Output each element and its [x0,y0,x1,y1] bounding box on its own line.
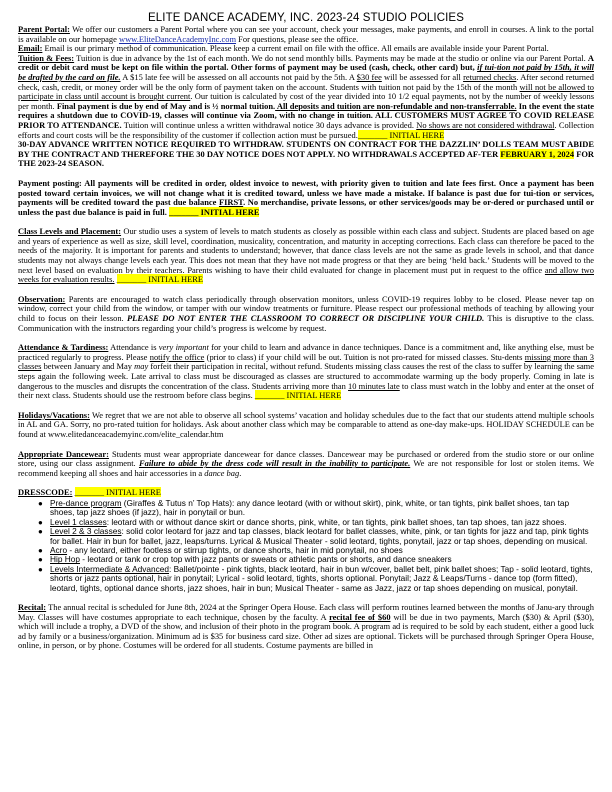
observation-paragraph [18,295,594,333]
dancewear-text: Students must wear appropriate dancewear for dance classes. Dancewear may be purchased or ordered from the studio store or our online store, using our class assignment. [18,448,594,469]
non-refundable-text: All deposits and tuition are non-refundable and non-transferrable. [275,100,517,111]
dance-bag-text: dance bag [204,467,240,478]
bullet-icon: ● [38,545,43,555]
bullet-icon: ● [38,564,43,574]
class-levels-paragraph [18,227,594,285]
dresscode-item-text: : Ballet/pointe - pink tights, black leotard, hair in bun w/cover, ballet belt, pink ballet shoes; Tap - solid leotard, tights, shorts or jazz pants optional, hair in ponytail; Lyrical - solid leotard, tights, shorts optional. Ponytail; Jazz & Leaps/Turns - dance top (form fitted), leotard, tights, optional dance shorts, jazz shoes, hair in bun; Musical Theater - same as Jazz, jazz or tap shoes depending on musical, ponytail. [50,563,593,593]
bullet-icon: ● [38,555,43,565]
dancewear-text-5: . [239,467,242,478]
notify-office-text: notify the office [149,351,205,362]
withdraw-date: FEBRUARY 1, 2024 [500,148,575,159]
attendance-initial-field[interactable]: _______ INITIAL HERE [254,390,342,401]
tuition-text-16: . Collection efforts and court costs will be the responsibility of the customer if collection action must be pursued. [18,119,594,140]
card-drafted-text: if tui-tion not paid by 15th, it will be drafted by the card on file. [18,62,594,82]
parent-portal-text-2: For questions, please see the office. [236,33,359,44]
evaluation-text: and allow two weeks for evaluation results. [18,264,594,285]
page-title: ELITE DANCE ACADEMY, INC. 2023-24 STUDIO POLICIES [148,12,464,24]
dresscode-list [18,499,594,593]
email-label: Email: [18,43,43,54]
dresscode-item-head: Hip Hop [50,554,80,565]
observation-text-3: This is disruptive to the class. Communication with the instructors regarding your child’s progress is welcome by request. [18,313,594,333]
payment-posting-text: Payment posting: All payments will be credited in order, oldest invoice to newest, with priority given to tuition and late fees first. Once a payment has been posted toward certain invoices, we will not change what it is credited toward, unless we have made a mistake. If balance is past due for tui-tion or services, payments will be credited toward the past due balance [18,177,594,208]
attendance-text-11: to class must watch in the lobby and enter at the onset of their next class. Students should use the restroom before class begins. [18,380,594,401]
attendance-text-9: forfeit their participation in recital, without refund. Students missing class causes the rest of the class to suffer by learning the same steps again the following week. Late arrival to class must be discouraged as classes are structured to accommodate warming up the body properly. Coming in late is dangerous to the muscles and disrupts the concentration of the class. Students arriving more than [18,361,594,391]
tuition-paragraph [18,54,594,140]
dancewear-paragraph [18,450,594,479]
dresscode-item-head: Levels Intermediate & Advanced [50,563,169,574]
attendance-text-7: between January and May [41,361,135,372]
withdraw-text: 30-DAY ADVANCE WRITTEN NOTICE REQUIRED TO WITHDRAW. STUDENTS ON CONTRACT FOR THE DAZZLIN’ DOLLS TEAM MUST ABIDE BY THE CONTRACT AND THEREFORE THE 30 DAY NOTICE DOES NOT APPLY. NO WITHDRAWALS ACCEPTED AF-TER [18,139,594,159]
class-levels-label: Class Levels and Placement: [18,226,122,237]
payment-posting-paragraph [18,179,594,217]
holidays-paragraph [18,411,594,440]
covid-text: In the event the state requires a shutdown due to COVID-19, classes will continue via Zoom, with no change in tuition. ALL CUSTOMERS MUST AGREE TO COVID RELEASE PRIOR TO ATTENDANCE. [18,100,594,130]
dresscode-item-text: : solid color leotard for jazz and tap classes, black leotard for ballet classes, white, pink, or tan tights for jazz and tap, pink tights for ballet. Hair in bun for ballet, jazz, leaps/turns. Lyrical & Musical Theater - solid leotard, tights, ponytail, jazz or tap shoes, depending on musical. [50,526,589,546]
tuition-text-10: . Our tuition is calculated by cost of the year divided into 10 1/2 equal payments, not by the number of weekly lessons per month. [18,91,594,111]
list-item [38,526,594,546]
do-not-enter-text: PLEASE DO NOT ENTER THE CLASSROOM TO CORRECT OR DISCIPLINE YOUR CHILD. [127,313,485,324]
attendance-text-5: (prior to class) if your child will be out. Tuition is not pro-rated for missed classes. Stu-dents [204,351,525,362]
dresscode-item-text: (Giraffes & Tutus n’ Top Hats): any dance leotard (with or without skirt), pink, white, or tan tights, pink ballet shoes, tan tap shoes, tap jazz shoes (if jazz), hair in ponytail or bun. [50,497,570,518]
recital-text-3: will be due in two payments, March ($30) & April ($30), which will include a trophy, a DVD of the show, and inclusion of their photo in the program book. A program ad is required to be sold by each student, either a good luck ad by family or a business/organization. Minimum ad is $35 for business card size. Other ad sizes are optional. Tickets will be purchased through Springer Opera House, online, in person, or by phone. Costumes will be ordered for all students. Costume payments are billed in [18,611,594,651]
returned-checks-text: returned checks [463,71,517,82]
class-levels-initial-field[interactable]: _______ INITIAL HERE [116,274,204,285]
observation-text: Parents are encouraged to watch class periodically through observation monitors, unless COVID-19 requires lobby to be closed. Please never tap on window, correct your child from the window, or tamper with our window treatments or furniture. Please respect our professional methods of teaching by allowing your child to focus on their lesson. [18,293,594,324]
policies-page [18,12,594,790]
dancewear-text-3: We are not responsible for lost or stolen items. We recommend keeping all shoes and hair accessories in a [18,458,594,478]
recital-label: Recital: [18,602,47,612]
list-item [38,563,594,593]
withdraw-text-2: FOR THE 2023-24 SEASON. [18,148,594,169]
very-important-text: very important [158,342,209,353]
dresscode-item-text: - leotard or tank or crop top with jazz pants or sweats or athletic pants or shorts, and dance sneakers [79,554,452,565]
dresscode-heading [18,488,594,498]
payment-posting-text-2: . No merchandise, private lessons, or other services/goods may be or-dered or purchased until or unless the past due balance is paid in full. [18,197,594,217]
missing-classes-text: missing more than 3 classes [18,351,594,372]
late-fee-text: A $15 late fee will be assessed on all accounts not paid by the 5th. A [120,71,357,82]
bullet-icon: ● [38,498,43,508]
holidays-label: Holidays/Vacations: [18,409,90,420]
dresscode-item-head: Level 2 & 3 classes [50,526,122,537]
first-text: FIRST [218,197,244,208]
parent-portal-label: Parent Portal: [18,24,70,34]
withdraw-paragraph [18,140,594,169]
tuition-text-8: . After second returned check, cash, credit, or money order will be the only form of payment taken on the account. Students with tuition not paid by the 15th of the month [18,71,594,92]
dresscode-initial-field[interactable]: _______ INITIAL HERE [74,487,161,498]
bullet-icon: ● [38,517,43,527]
recital-text: The annual recital is scheduled for June 8th, 2024 at the Springer Opera House. Each class will perform routines learned between the months of Janu-ary through May. Classes will have costumes appropriate to each technique, chosen by the faculty. A [18,602,594,622]
dress-code-warning: Failure to abide by the dress code will result in the inability to participate. [138,458,411,469]
final-payment-text: Final payment is due by end of May and is ½ normal tuition. [56,100,276,111]
dancewear-label: Appropriate Dancewear: [18,448,109,459]
bullet-icon: ● [38,527,43,537]
email-text: Email is our primary method of communication. Please keep a current email on file with the office. All emails are available inside your Parent Portal. [42,43,549,54]
attendance-label: Attendance & Tardiness: [18,342,109,353]
class-levels-text: Our studio uses a system of levels to match students as closely as possible within each class and subject. Students are placed based on age and years of experience as well as size, skill level, coordination, musicality, concentration, and maturity in accepting corrections. Each class can therefore be paced to the needs of the majority. It is important for parents and students to understand; however, that dance class levels are not the same as grade levels in school, and that dance students may not always change levels each year. This does not mean that they have not made progress or that they are being ‘held back.’ Students will be moved to the next level based on evaluation by their teachers. Parents wishing to have their child evaluated for change in placement must put in request to the office [18,226,594,275]
holidays-text: We regret that we are not able to observe all school systems’ vacation and holiday schedules due to the fact that our students attend multiple schools in AL and GA. Sorry, no pro-rated tuition for holidays. Ask about another class which may be comparable to attend as one-day make-ups. HOLIDAY SCHEDULE can be found at www.elitedanceacademyinc.com/elite_calendar.htm [18,409,594,439]
attendance-text: Attendance is [108,342,159,353]
recital-fee-text: recital fee of $60 [329,611,391,622]
dresscode-item-head: Pre-dance program [50,497,122,508]
attendance-paragraph [18,343,594,401]
observation-label: Observation: [18,293,66,304]
parent-portal-text: We offer our customers a Parent Portal where you can see your account, check your messages, make payments, and enroll in courses. A link to the portal is available on our homepage [18,24,594,44]
dresscode-label: DRESSCODE: [18,487,73,498]
no-shows-text: No shows are not considered withdrawal [416,119,555,130]
parent-portal-paragraph [18,25,594,44]
dresscode-item-head: Level 1 classes [50,516,107,527]
ten-minutes-text: 10 minutes late [348,380,400,391]
attendance-text-3: for your child to learn and advance in dance techniques. Dance is a commitment and, like anything else, must be practiced regularly to progress. Please [18,342,594,362]
dresscode-item-head: Acro [50,544,68,555]
dresscode-item-text: : leotard with or without dance skirt or dance shorts, pink, white, or tan tights, pink ballet shoes, tan tap shoes, tan jazz shoes. [106,516,567,527]
recital-paragraph [18,603,594,651]
homepage-link[interactable]: www.EliteDanceAcademyInc.com [118,33,237,44]
list-item [38,497,594,518]
dresscode-item-text: - any leotard, either footless or stirrup tights, or dance shorts, hair in mid ponytail, no shoes [67,544,403,555]
tuition-text-14: Tuition will continue unless a written withdrawal notice 30 days advance is provided. [121,119,417,130]
tuition-label: Tuition & Fees: [18,52,75,63]
returned-fee-text: $30 fee [356,71,382,82]
tuition-initial-field[interactable]: _______ INITIAL HERE [357,129,445,140]
card-on-file-text: A credit or debit card must be kept on file within the portal. Other forms of payment may be used (cash, check, other card) but, [18,52,594,73]
tuition-text-6: will be assessed for all [381,71,464,82]
tuition-text: Tuition is due in advance by the 1st of each month. We do not send monthly bills. Payments may be made at the studio or online via our Parent Portal. [74,52,588,63]
may-text: may [134,361,149,372]
payment-initial-field[interactable]: _______ INITIAL HERE [168,206,260,217]
not-allowed-text: will not be allowed to participate in class until account is brought current [18,81,594,102]
